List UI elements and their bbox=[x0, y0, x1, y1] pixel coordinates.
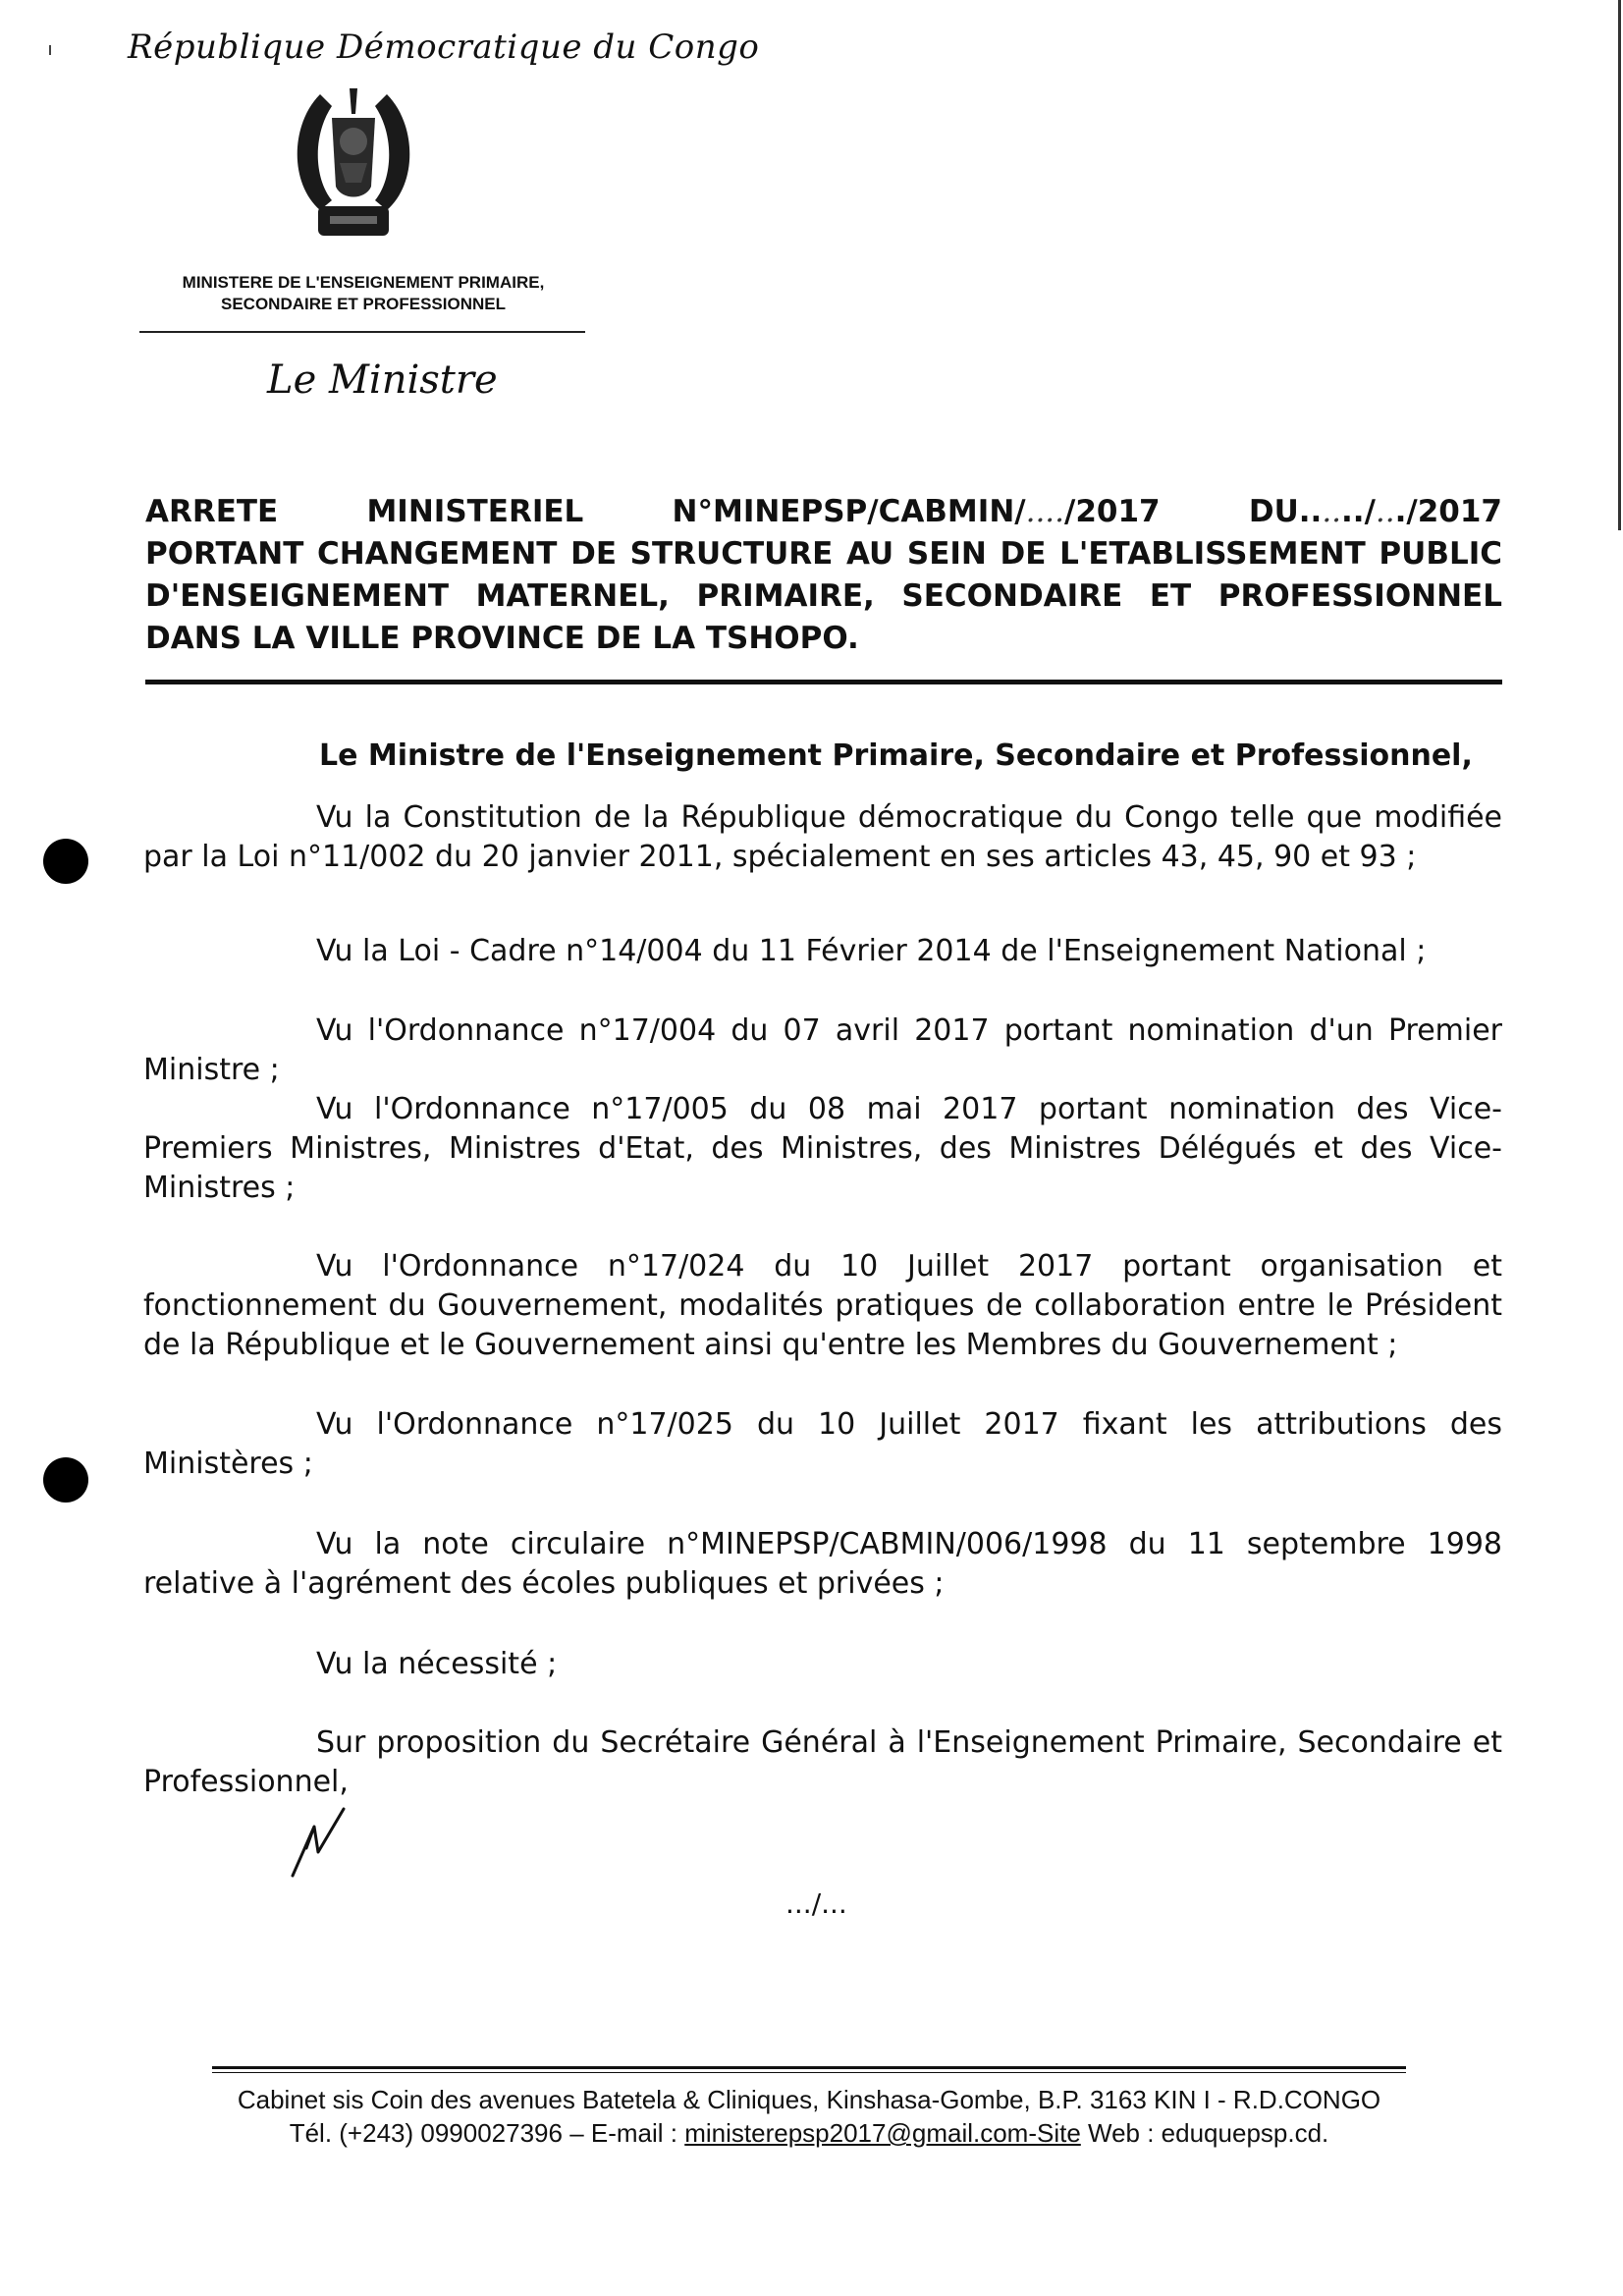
decree-title bbox=[145, 491, 1502, 660]
decree-title-line-2: PORTANT CHANGEMENT DE STRUCTURE AU SEIN DE L'ETABLISSEMENT PUBLIC bbox=[145, 536, 1502, 572]
consideration-necessity: Vu la nécessité ; bbox=[316, 1647, 558, 1681]
consideration-framework-law: Vu la Loi - Cadre n°14/004 du 11 Février 2014 de l'Enseignement National ; bbox=[316, 934, 1427, 968]
punch-hole-mark bbox=[43, 1457, 88, 1503]
margin-mark bbox=[49, 45, 51, 55]
ministry-name-line-2: SECONDAIRE ET PROFESSIONNEL bbox=[221, 295, 506, 313]
coat-of-arms-icon bbox=[281, 84, 426, 242]
footer-email-link[interactable]: ministerepsp2017@gmail.com-Site bbox=[684, 2118, 1081, 2148]
handwritten-initials bbox=[285, 1805, 355, 1880]
date-separator: ../ bbox=[1341, 494, 1376, 529]
footer-website: Web : eduquepsp.cd. bbox=[1080, 2118, 1329, 2148]
decree-title-line-4: DANS LA VILLE PROVINCE DE LA TSHOPO. bbox=[145, 621, 859, 656]
scan-edge-line bbox=[1618, 0, 1621, 530]
decree-number-prefix: ARRETE MINISTERIEL N°MINEPSP/CABMIN/ bbox=[145, 494, 1026, 529]
punch-hole-mark bbox=[43, 839, 88, 884]
consideration-circular-note: Vu la note circulaire n°MINEPSP/CABMIN/006/1998 du 11 septembre 1998 relative à l'agrément des écoles publiques et privées ; bbox=[143, 1527, 1502, 1601]
consideration-ministers: Vu l'Ordonnance n°17/005 du 08 mai 2017 portant nomination des Vice-Premiers Ministres, Ministres d'Etat, des Ministres, des Ministres Délégués et des Vice-Ministres ; bbox=[143, 1092, 1502, 1205]
consideration-government: Vu l'Ordonnance n°17/024 du 10 Juillet 2017 portant organisation et fonctionnement du Gouvernement, modalités pratiques de collaboration entre le Président de la République et le Gouvernement ainsi qu'entre les Membres du Gouvernement ; bbox=[143, 1249, 1502, 1362]
consideration-proposal: Sur proposition du Secrétaire Général à l'Enseignement Primaire, Secondaire et Professionnel, bbox=[143, 1725, 1502, 1799]
republic-header: République Démocratique du Congo bbox=[128, 27, 760, 67]
consideration-prime-minister: Vu l'Ordonnance n°17/004 du 07 avril 2017 portant nomination d'un Premier Ministre ; bbox=[143, 1013, 1502, 1087]
consideration-ministries: Vu l'Ordonnance n°17/025 du 10 Juillet 2017 fixant les attributions des Ministères ; bbox=[143, 1407, 1502, 1481]
ministry-name bbox=[137, 272, 589, 315]
consideration-constitution: Vu la Constitution de la République démocratique du Congo telle que modifiée par la Loi n°11/002 du 20 janvier 2011, spécialement en ses articles 43, 45, 90 et 93 ; bbox=[143, 800, 1502, 874]
footer-divider-thin bbox=[212, 2072, 1406, 2073]
decree-year: ./2017 bbox=[1394, 494, 1503, 529]
footer-address: Cabinet sis Coin des avenues Batetela & Cliniques, Kinshasa-Gombe, B.P. 3163 KIN I - R.D.CONGO bbox=[237, 2085, 1381, 2114]
footer-divider bbox=[212, 2066, 1406, 2069]
footer-phone: Tél. (+243) 0990027396 – E-mail : bbox=[289, 2118, 685, 2148]
handwritten-day: .. bbox=[1322, 494, 1342, 529]
minister-heading: Le Ministre de l'Enseignement Primaire, Secondaire et Professionnel, bbox=[319, 738, 1473, 773]
decree-date-prefix: /2017 DU.. bbox=[1064, 494, 1323, 529]
ministry-name-line-1: MINISTERE DE L'ENSEIGNEMENT PRIMAIRE, bbox=[182, 273, 545, 292]
title-divider bbox=[145, 680, 1502, 684]
decree-title-line-1 bbox=[145, 491, 1502, 533]
handwritten-decree-number: .... bbox=[1025, 494, 1065, 529]
decree-title-line-3: D'ENSEIGNEMENT MATERNEL, PRIMAIRE, SECONDAIRE ET PROFESSIONNEL bbox=[145, 578, 1502, 614]
header-divider bbox=[139, 331, 585, 333]
footer-contact bbox=[212, 2117, 1406, 2149]
signatory-title: Le Ministre bbox=[267, 357, 498, 403]
handwritten-month: .. bbox=[1375, 494, 1395, 529]
continuation-mark: .../... bbox=[785, 1887, 847, 1920]
